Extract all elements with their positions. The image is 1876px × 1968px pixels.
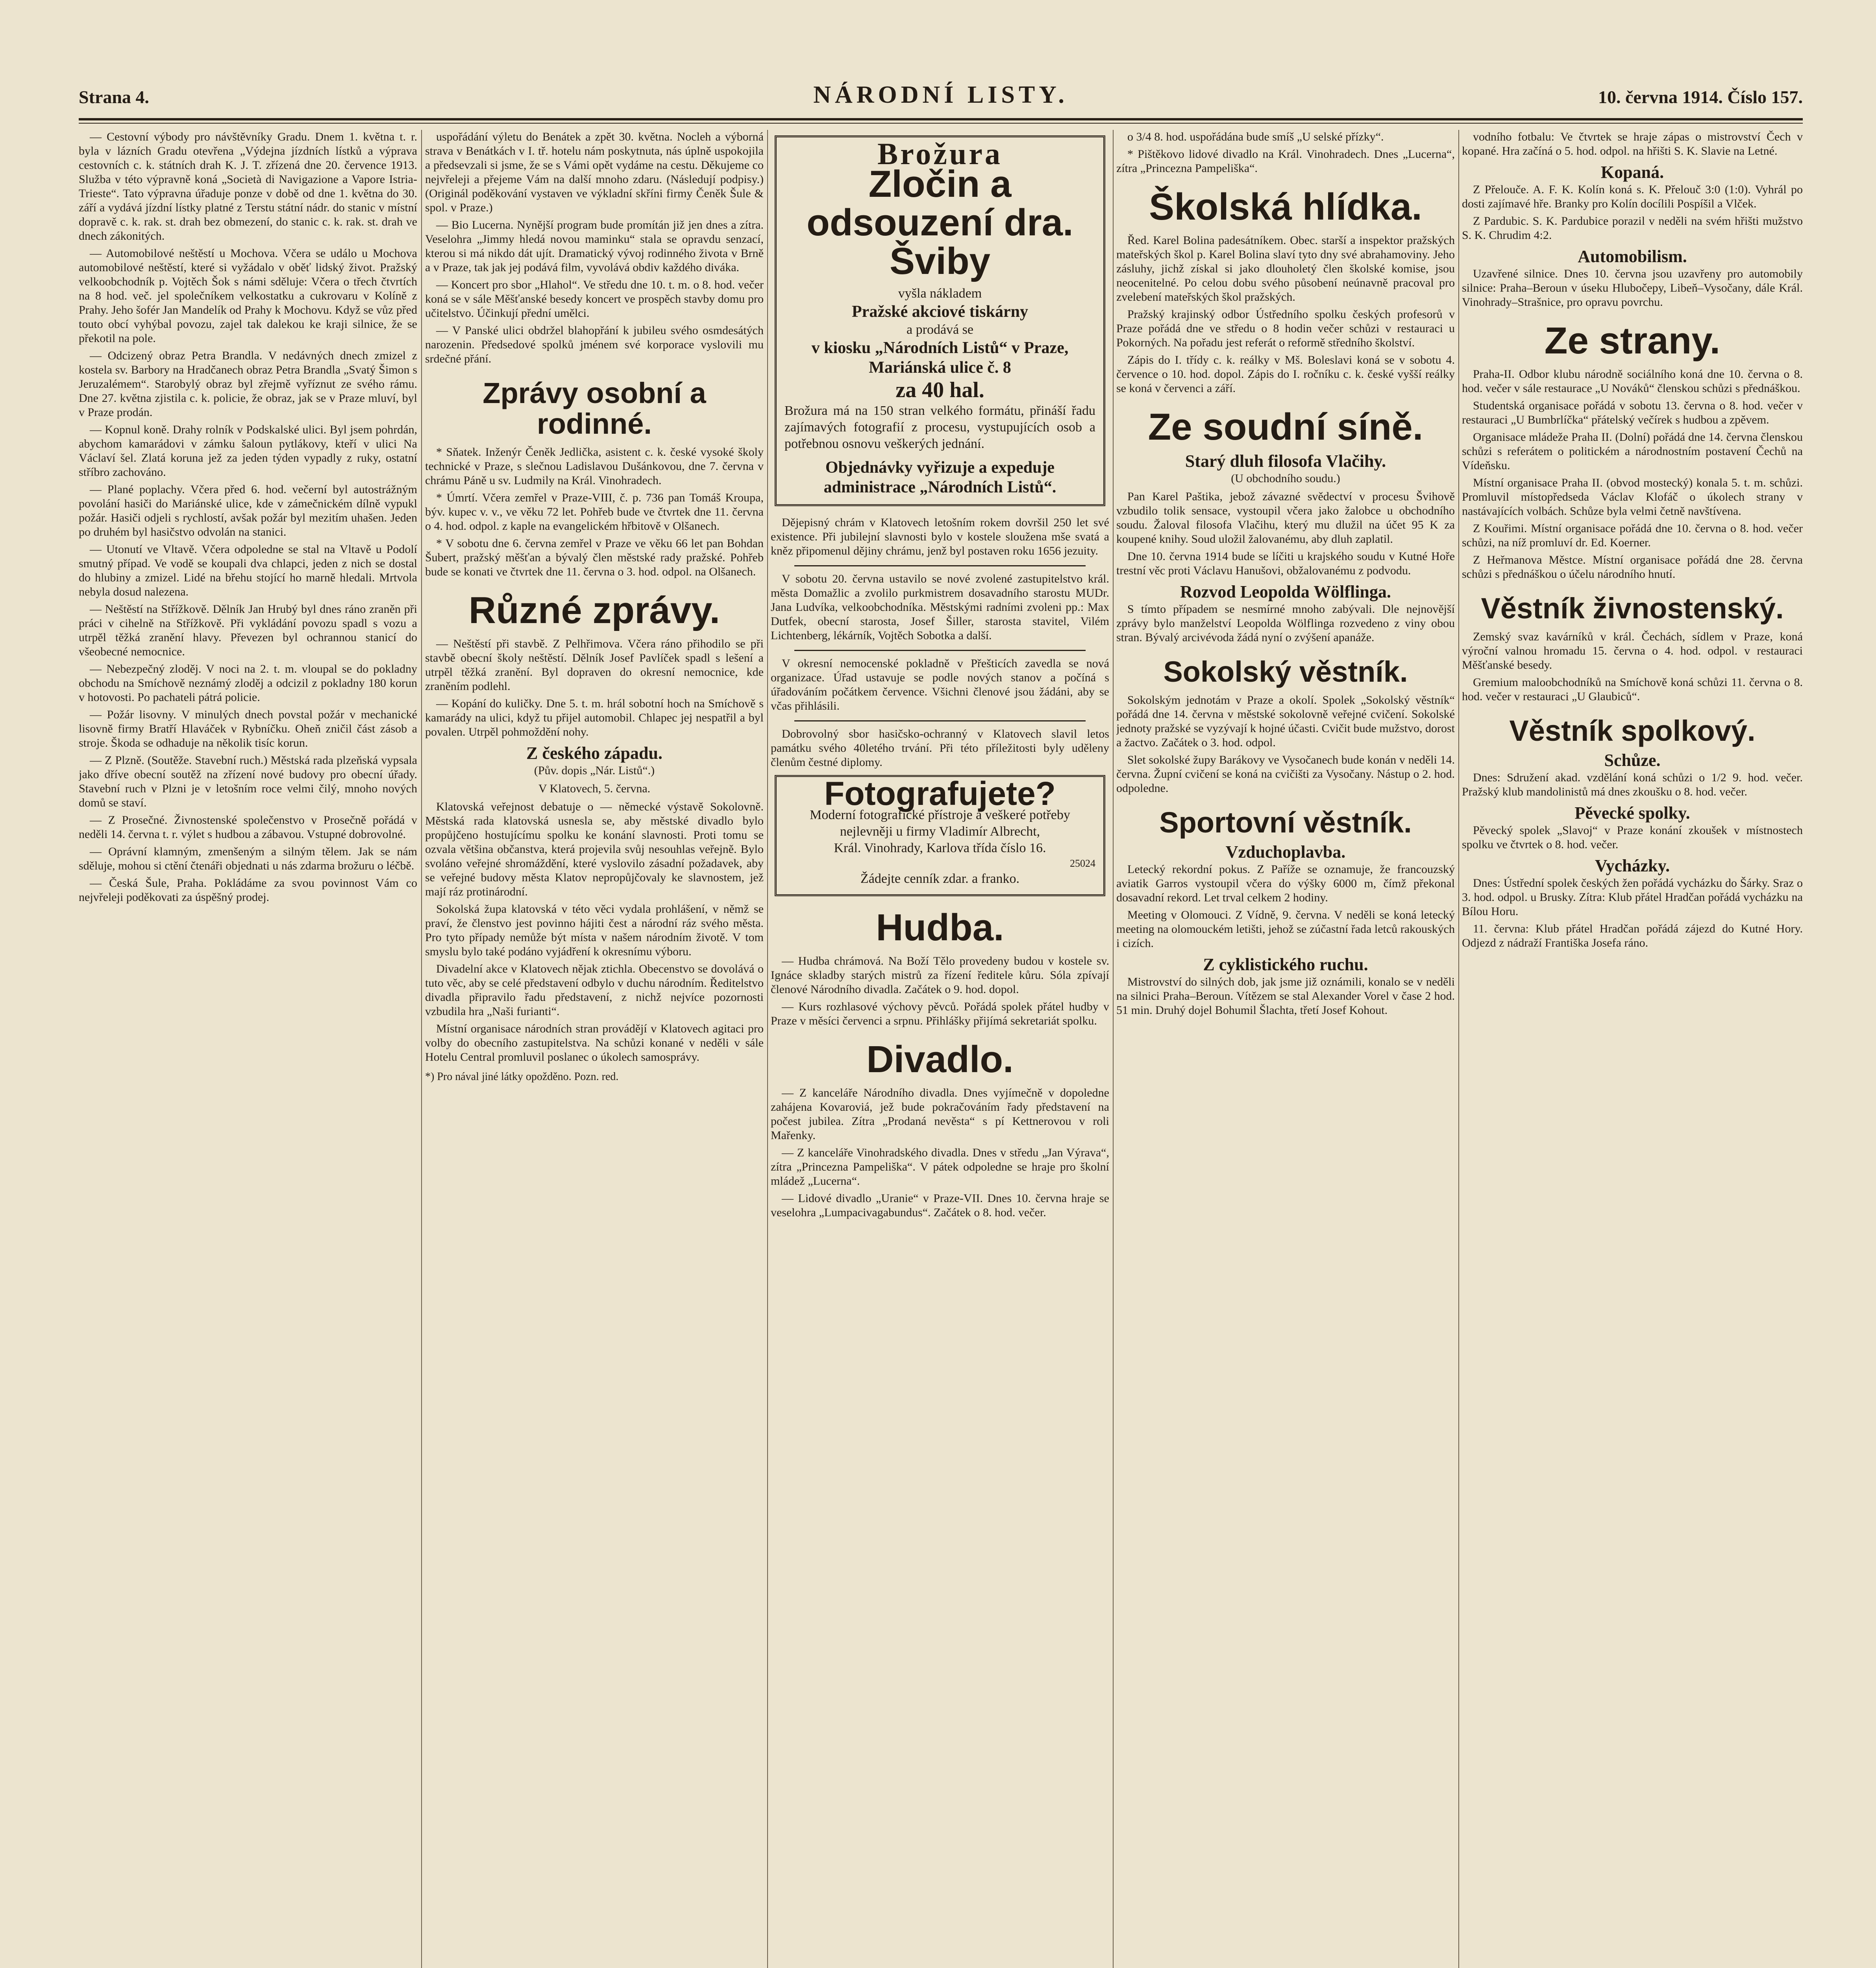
article-paragraph: Zápis do I. třídy c. k. reálky v Mš. Boleslavi koná se v sobotu 4. července o 10. hod. dopol. Zápis do I. ročníku c. k. české vyšší reálky se koná v červenci a září. xyxy=(1116,353,1455,395)
section-heading-sokol: Sokolský věstník. xyxy=(1163,655,1408,688)
section-heading-clubs: Věstník spolkový. xyxy=(1509,714,1756,747)
article-paragraph: Z Kouřimi. Místní organisace pořádá dne 10. června o 8. hod. večer schůzi, na níž promluví dr. Ed. Koerner. xyxy=(1462,522,1803,549)
ad-line: vyšla nákladem xyxy=(898,286,982,301)
article-note: (U obchodního soudu.) xyxy=(1231,472,1340,485)
article-heading: Automobilism. xyxy=(1578,247,1687,266)
dateline: V Klatovech, 5. června. xyxy=(538,782,651,795)
article-heading: Z cyklistického ruchu. xyxy=(1203,954,1368,974)
article-paragraph: — Odcizený obraz Petra Brandla. V nedávných dnech zmizel z kostela sv. Barbory na Hradčanech obraz Petra Brandla „Svatý Šimon s Jeruzalémem“. Starobylý obraz byl zřejmě vyříznut ze svého rámu. Dne 27. května zjistila c. k. policie, že obraz, jak se v Praze mluví, byl v Praze prodán. xyxy=(79,349,417,419)
article-paragraph: — V Panské ulici obdržel blahopřání k jubileu svého osmdesátých narozenin. Předsedové spolků jménem své korporace vyslovili mu srdečné přání. xyxy=(425,324,764,365)
article-paragraph: 11. června: Klub přátel Hradčan pořádá zájezd do Kutné Hory. Odjezd z nádraží Františka Josefa ráno. xyxy=(1462,922,1803,950)
article-paragraph: — Česká Šule, Praha. Pokládáme za svou povinnost Vám co nejvřeleji poděkovati za úspěšný prodej. xyxy=(79,877,417,904)
section-heading-party: Ze strany. xyxy=(1544,320,1721,362)
article-paragraph: Uzavřené silnice. Dnes 10. června jsou uzavřeny pro automobily silnice: Praha–Beroun v úseku Hlubočepy, Libeň–Vysočany, dále Král. Vinohrady–Strašnice, pro opravu povrchu. xyxy=(1462,267,1803,309)
article-paragraph: Z Heřmanova Městce. Místní organisace pořádá dne 28. června schůzi s přednáškou o účelu národního hnutí. xyxy=(1462,553,1803,581)
ad-description: Brožura má na 150 stran velkého formátu, přináší řadu zajímavých fotografií z procesu, vystupujících osob a potřebnou osnovu veškerých jednání. xyxy=(784,403,1095,451)
article-heading: Rozvod Leopolda Wölflinga. xyxy=(1180,582,1391,601)
section-heading-music: Hudba. xyxy=(876,906,1004,949)
section-heading-theatre: Divadlo. xyxy=(866,1038,1014,1080)
article-paragraph: — Kopnul koně. Drahy rolník v Podskalské ulici. Byl jsem pohrdán, abychom kamarádovi v zámku šaloun pytlákovy, kteří v ulici Na Václaví šel. Zlatá koruna jež za jeden týden vypadly z ruky, ostatní stříbro zachováno. xyxy=(79,423,417,479)
article-paragraph: S tímto případem se nesmírné mnoho zabývali. Dle nejnovější zprávy bylo manželství Leopolda Wölflinga rozvedeno z viny obou stran. Bývalý arcivévoda žádá nyní o zvýšení apanáže. xyxy=(1116,602,1455,644)
section-heading-personal: Zprávy osobní a rodinné. xyxy=(483,377,706,440)
divider xyxy=(794,720,1086,721)
article-paragraph: Dnes: Ústřední spolek českých žen pořádá vycházku do Šárky. Sraz o 3. hod. odpol. u Brusky. Zítra: Klub přátel Hradčan pořádá vycházku na Bílou Horu. xyxy=(1462,877,1803,918)
article-paragraph: V sobotu 20. června ustavilo se nové zvolené zastupitelstvo král. města Domažlic a zvolilo purkmistrem dosavadního starostu MUDr. Jana Ludvíka, velkoobchodníka. Městskými radními zvoleni pp.: Max Dutfek, obecní starosta, Josef Šiller, starosta stavitel, Vilém Lichtenberg, lékárník, Vojtěch Sobotka a další. xyxy=(771,572,1109,642)
ad-price: za 40 hal. xyxy=(895,378,984,402)
article-paragraph: Sokolská župa klatovská v této věci vydala prohlášení, v němž se praví, že členstvo jest povinno hájiti čest a národní ráz svého města. Pro tyto případy nemůže být místa v našem národním životě. V tom smyslu bylo také podáno vyjádření k okresnímu výboru. xyxy=(425,903,764,958)
article-paragraph: * Sňatek. Inženýr Čeněk Jedlička, asistent c. k. české vysoké školy technické v Praze, s slečnou Ladislavou Dušánkovou, dne 7. června v chrámu Páně u sv. Ludmily na Král. Vinohradech. xyxy=(425,446,764,487)
article-paragraph: Místní organisace Praha II. (obvod mostecký) konala 5. t. m. schůzi. Promluvil místopředseda Václav Klofáč o úkolech strany v nastávajících volbách. Schůze byla velmi četně navštívena. xyxy=(1462,476,1803,518)
article-paragraph: Divadelní akce v Klatovech nějak ztichla. Obecenstvo se dovolává o tuto věc, aby se celé představení odbylo v duchu národním. Ředitelstvo divadla připravilo řadu představení, z nichž nejvíce pozornosti vzbudila hra „Naši furianti“. xyxy=(425,962,764,1018)
article-paragraph: — Koncert pro sbor „Hlahol“. Ve středu dne 10. t. m. o 8. hod. večer koná se v sále Měšťanské besedy koncert ve prospěch stavby domu pro učitelstvo. Účinkují přední umělci. xyxy=(425,278,764,320)
ad-title: Brožura xyxy=(877,137,1003,171)
article-heading: Vycházky. xyxy=(1595,856,1670,876)
divider xyxy=(794,565,1086,566)
article-paragraph: — Z Plzně. (Soutěže. Stavební ruch.) Městská rada plzeňská vypsala jako dříve obecní soutěž na zřízení nové budovy pro obecní úřady. Stavební ruch v Plzni je v letošním roce velmi čilý, mnoho nových domů se staví. xyxy=(79,754,417,809)
article-paragraph: Pan Karel Paštika, jebož závazné svědectví v procesu Švihově vzbudilo tolik sensace, vystoupil včera jako žalobce u obchodního soudu. Žaloval filosofa Vlačihu, který mu dlužil na účet 95 K za koupené knihy. Soud uložil žalovanému, aby dluh zaplatil. xyxy=(1116,490,1455,546)
column-divider xyxy=(1458,130,1459,1968)
article-paragraph: — Z Prosečné. Živnostenské společenstvo v Prosečně pořádá v neděli 14. června t. r. výlet s hudbou a zábavou. Vstupné dobrovolné. xyxy=(79,814,417,841)
issue-date: 10. června 1914. Číslo 157. xyxy=(1598,87,1803,107)
article-heading: Schůze. xyxy=(1604,751,1661,770)
article-paragraph: Řed. Karel Bolina padesátníkem. Obec. starší a inspektor pražských mateřských škol p. Karel Bolina slaví tyto dny své abrahamoviny. Jeho zásluhy, jichž získal si jako dlouholetý člen školské komise, jsou neocenitelné. Po celou dobu svého působení neúnavně pracoval pro zvelebení mateřských škol pražských. xyxy=(1116,233,1455,303)
ad-line: Moderní fotografické přístroje a veškeré potřeby nejlevněji u firmy Vladimír Albrecht, xyxy=(810,808,1070,839)
article-paragraph: — Neštěstí na Střížkově. Dělník Jan Hrubý byl dnes ráno zraněn při práci v cihelně na Střížkově. Při vykládání povozu spadl s vozu a utrpěl těžká zranění hlavy. Převezen byl ochrannou stanicí do všeobecné nemocnice. xyxy=(79,603,417,658)
column-4 xyxy=(1116,130,1455,1968)
column-3 xyxy=(771,130,1109,1968)
ad-location: v kiosku „Národních Listů“ v Praze, Mariánská ulice č. 8 xyxy=(811,339,1069,377)
article-paragraph: Meeting v Olomouci. Z Vídně, 9. června. V neděli se koná letecký meeting na olomouckém letišti, jehož se zúčastní řada letců rakouských i cizích. xyxy=(1116,908,1455,950)
article-paragraph: — Plané poplachy. Včera před 6. hod. večerní byl autostrážným povolání hasiči do Mariánské ulice, kde v zámečnickém dílně vypukl požár. Hasiči odjeli s rychlostí, avšak požár byl mezitím uhašen. Jeden po druhém byl hasičstvo odvolán na stanici. xyxy=(79,483,417,538)
ad-headline: Zločin a odsouzení dra. Šviby xyxy=(807,163,1073,282)
article-paragraph: Mistrovství do silných dob, jak jsme již oznámili, konalo se v neděli na silnici Praha–Beroun. Vítězem se stal Alexander Vorel v čase 2 hod. 51 min. Druhý dojel Bohumil Šlachta, třetí Josef Kohout. xyxy=(1116,975,1455,1017)
article-paragraph: Praha-II. Odbor klubu národně sociálního koná dne 10. června o 8. hod. večer v sále restaurace „U Nováků“ členskou schůzi s přednáškou. xyxy=(1462,367,1803,395)
article-paragraph: — Automobilové neštěstí u Mochova. Včera se událo u Mochova automobilové neštěstí, které si vyžádalo v oběť lidský život. Pražský velkoobchodník p. Vojtěch Šok s námi sděluje: Včera o třech čtvrtích na 8 hod. več. jel společníkem velkostatku a cukrovaru v Kolíně z Prahy. Jeho šofér Jan Mandelík od Prahy k Mochovu. Když se vůz před touto obcí vyhýbal povozu, zajel tak dalekou ke kraji silnice, že se překotil na pole. xyxy=(79,247,417,345)
column-1 xyxy=(79,130,417,1968)
column-5 xyxy=(1462,130,1803,1968)
article-heading: Z českého západu. xyxy=(526,744,662,763)
column-divider xyxy=(421,130,422,1968)
article-paragraph: — Lidové divadlo „Uranie“ v Praze-VII. Dnes 10. června hraje se veselohra „Lumpacivagabundus“. Začátek o 8. hod. večer. xyxy=(771,1191,1109,1219)
article-paragraph: — Nebezpečný zloděj. V noci na 2. t. m. vloupal se do pokladny obchodu na Smíchově neznámý zloděj a odcizil z pokladny 180 korun v hotovosti. Po pachateli pátrá policie. xyxy=(79,662,417,704)
article-paragraph: Z Pardubic. S. K. Pardubice porazil v neděli na svém hřišti mužstvo S. K. Chrudim 4:2. xyxy=(1462,215,1803,242)
section-heading-trade: Věstník živnostenský. xyxy=(1481,592,1784,625)
article-paragraph: Z Přelouče. A. F. K. Kolín koná s. K. Přelouč 3:0 (1:0). Vyhrál po dosti zajímavé hře. Branky pro Kolín docílili Pospíšil a Vlček. xyxy=(1462,183,1803,210)
article-heading: Kopaná. xyxy=(1600,163,1664,182)
article-paragraph: — Neštěstí při stavbě. Z Pelhřimova. Včera ráno přihodilo se při stavbě obecní školy neštěstí. Dělník Josef Pavlíček spadl s lešení a utrpěl těžká zranění. Byl dopraven do okresní nemocnice, kde zraněním podlehl. xyxy=(425,637,764,693)
article-paragraph: — Oprávní klamným, zmenšeným a silným tělem. Jak se nám sděluje, mohou si ctění čtenáři objednati u nás zdarma brožuru o léčbě. xyxy=(79,845,417,872)
article-heading: Vzduchoplavba. xyxy=(1225,842,1346,862)
masthead xyxy=(79,79,1803,126)
article-note: (Pův. dopis „Nár. Listů“.) xyxy=(534,764,655,777)
article-paragraph: Studentská organisace pořádá v sobotu 13. června o 8. hod. večer v restauraci „U Bumbrlíčka“ přátelský večírek s hudbou a zpěvem. xyxy=(1462,399,1803,426)
section-heading-court: Ze soudní síně. xyxy=(1148,405,1423,448)
article-paragraph: Slet sokolské župy Barákovy ve Vysočanech bude konán v neděli 14. června. Župní cvičení se koná na cvičišti za Vysočany. Nástup o 2. hod. odpoledne. xyxy=(1116,753,1455,795)
column-divider xyxy=(1113,130,1114,1968)
article-paragraph: * Pištěkovo lidové divadlo na Král. Vinohradech. Dnes „Lucerna“, zítra „Princezna Pampeliška“. xyxy=(1116,148,1455,175)
article-paragraph: — Bio Lucerna. Nynější program bude promítán již jen dnes a zítra. Veselohra „Jimmy hledá novou maminku“ stala se opravdu senzací, kterou si má nikdo dát ujít. Dramatický vývoj rodinného života v Brně a v Praze, tak jak jej podává film, vyvolává obdiv každého diváka. xyxy=(425,218,764,274)
section-heading-various: Různé zprávy. xyxy=(468,589,720,632)
article-paragraph: Organisace mládeže Praha II. (Dolní) pořádá dne 14. června členskou schůzi s referátem o politickém a národnostním postavení Čechů na Vídeňsku. xyxy=(1462,430,1803,472)
page-number: Strana 4. xyxy=(79,87,149,107)
article-paragraph: Dějepisný chrám v Klatovech letošním rokem dovršil 250 let své existence. Při jubilejní slavnosti bylo v kostele sloužena mše svatá a kněz připomenul dějiny chrámu, jenž byl postaven roku 1656 jezuity. xyxy=(771,516,1109,557)
article-paragraph: — Z kanceláře Národního divadla. Dnes vyjímečně v dopoledne zahájena Kovaroviá, jež bude pokračováním řady představení na počest jubilea. Zítra „Prodaná nevěsta“ s pí Kettnerovou v roli Mařenky. xyxy=(771,1086,1109,1142)
article-paragraph: Dnes: Sdružení akad. vzdělání koná schůzi o 1/2 9. hod. večer. Pražský klub mandolinistů má dnes zkoušku o 8. hod. večer. xyxy=(1462,771,1803,799)
article-paragraph: Sokolským jednotám v Praze a okolí. Spolek „Sokolský věstník“ pořádá dne 14. června v městské sokolovně veřejné cvičení. Sokolské jednoty pražské se vyzývají k hojné účasti. Cvičit bude mužstvo, dorost a žactvo. Začátek o 3. hod. odpol. xyxy=(1116,694,1455,749)
section-heading-school: Školská hlídka. xyxy=(1149,186,1422,228)
masthead-rule xyxy=(79,118,1803,124)
article-paragraph: Dobrovolný sbor hasičsko-ochranný v Klatovech slavil letos památku svého 40letého trvání. Při této příležitosti byly uděleny členům čestné diplomy. xyxy=(771,727,1109,769)
column-2 xyxy=(425,130,764,1968)
ad-publisher: Pražské akciové tiskárny xyxy=(852,303,1028,321)
section-heading-sport: Sportovní věstník. xyxy=(1159,806,1412,839)
article-paragraph: o 3/4 8. hod. uspořádána bude smíš „U selské přízky“. xyxy=(1127,130,1384,143)
article-paragraph: Pěvecký spolek „Slavoj“ v Praze konání zkoušek v místnostech spolku ve čtvrtek o 8. hod. večer. xyxy=(1462,824,1803,851)
article-paragraph: — Utonutí ve Vltavě. Včera odpoledne se stal na Vltavě u Podolí smutný případ. Ve vodě se koupali dva chlapci, jeden z nich se dostal do hlubiny a zmizel. Lidé na břehu stojící ho marně hledali. Mrtvola nebyla dosud nalezena. xyxy=(79,543,417,598)
article-paragraph: Zemský svaz kavárníků v král. Čechách, sídlem v Praze, koná výroční valnou hromadu 15. června o 4. hod. odpol. v restauraci Měšťanské besedy. xyxy=(1462,630,1803,672)
ad-headline: Fotografujete? xyxy=(824,775,1056,812)
article-paragraph: — Kopání do kuličky. Dne 5. t. m. hrál sobotní hoch na Smíchově s kamarády na ulici, když tu přijel automobil. Chlapec jej nespatřil a byl povalen. Utrpěl pohmoždění nohy. xyxy=(425,697,764,739)
newspaper-title: NÁRODNÍ LISTY. xyxy=(813,81,1068,108)
article-paragraph: Pražský krajinský odbor Ústředního spolku českých profesorů v Praze pořádá dne ve středu o 8 hodin večer schůzi v restauraci u Pokorných. Na pořadu jest referát o reformě středního školství. xyxy=(1116,307,1455,349)
article-paragraph: uspořádání výletu do Benátek a zpět 30. května. Nocleh a výborná strava v Benátkách v I. tř. hotelu nám poskytnuta, nás úplně uspokojila a předsevzali si jsme, že se s Vámi opět vydáme na cestu. Děkujeme co nejvřeleji a přejeme Vám na další mnoho zdaru. (Následují podpisy.) (Originál poděkování vystaven ve výkladní skříni firmy Čeněk Šule & spol. v Praze.) xyxy=(425,130,764,214)
divider xyxy=(794,650,1086,651)
article-paragraph: * Úmrtí. Včera zemřel v Praze-VIII, č. p. 736 pan Tomáš Kroupa, býv. kupec v. v., ve věku 72 let. Pohřeb bude ve čtvrtek dne 11. června o 4. hod. odpol. z kaple na evangelickém hřbitově v Olšanech. xyxy=(425,491,764,533)
article-paragraph: — Cestovní výbody pro návštěvníky Gradu. Dnem 1. května t. r. byla v lázních Gradu otevřena „Výdejna jízdních lístků a výprava cestovních c. k. státních drah K. J. T. zřízená dne 20. července 1913. Služba v této výpravně koná „Società di Navigazione a Vapore Istria-Trieste“. Tato výpravna úřaduje ponze v době od dne 1. května do 30. září a vydává jízdní lístky platné z Terstu státní nádr. do stanic v místní dopravě c. k. rak. st. drah bez obmezení, do stanic c. k. rak. st. drah ve dnech zákonitých. xyxy=(79,130,417,242)
article-paragraph: Místní organisace národních stran provádějí v Klatovech agitaci pro volby do obecního zastupitelstva. Na schůzi konané v neděli v sále Hotelu Central promluvil poslanec o úkolech samosprávy. xyxy=(425,1022,764,1064)
article-paragraph: * V sobotu dne 6. června zemřel v Praze ve věku 66 let pan Bohdan Šubert, pražský měšťan a bývalý člen městské rady pražské. Pohřeb bude se konati ve čtvrtek dne 11. června o 3. hod. odpol. na Olšanech. xyxy=(425,537,764,579)
ad-line: Žádejte cenník zdar. a franko. xyxy=(860,871,1019,886)
article-paragraph: V okresní nemocenské pokladně v Přešticích zavedla se nová organizace. Úřad ustavuje se podle nových stanov a počíná s úřadováním počátkem července. Všichni členové jsou žádáni, aby se včas přihlásili. xyxy=(771,657,1109,712)
article-paragraph: Klatovská veřejnost debatuje o — německé výstavě Sokolovně. Městská rada klatovská usnesla se, aby městské divadlo bylo propůjčeno hostujícímu spolku ke konání slavnosti. Proti tomu se ozvala většina občanstva, která projevila svůj nesouhlas veřejně. Bylo svoláno veřejné shromáždění, které vyslovilo zásadní požadavek, aby se veřejné budovy města Klatov nepropůjčovaly ke slavnostem, jež mají ráz protinárodní. xyxy=(425,800,764,899)
article-paragraph: Gremium maloobchodníků na Smíchově koná schůzi 11. června o 8. hod. večer v restauraci „U Glaubiců“. xyxy=(1462,676,1803,703)
article-paragraph: — Požár lisovny. V minulých dnech povstal požár v mechanické lisovně firmy Bratří Hlaváček v Rybníčku. Oheň zničil část zásob a stroje. Škoda se odhaduje na několik tisíc korun. xyxy=(79,708,417,749)
article-paragraph: vodního fotbalu: Ve čtvrtek se hraje zápas o mistrovství Čech v kopané. Hra začíná o 5. hod. odpol. na hřišti S. K. Slavie na Letné. xyxy=(1462,130,1803,157)
photo-advertisement xyxy=(775,775,1105,896)
ad-orders: Objednávky vyřizuje a expeduje administrace „Národních Listů“. xyxy=(823,459,1056,496)
footnote: *) Pro nával jiné látky opožděno. Pozn. red. xyxy=(425,1071,619,1083)
brochure-advertisement xyxy=(775,135,1105,506)
ad-line: a prodává se xyxy=(907,322,973,337)
ad-code: 25024 xyxy=(1070,858,1095,869)
ad-address: Král. Vinohrady, Karlova třída číslo 16. xyxy=(834,841,1046,855)
article-paragraph: — Hudba chrámová. Na Boží Tělo provedeny budou v kostele sv. Ignáce skladby starých mistrů za řízení ředitele kůru. Sóla zpívají členové Národního divadla. Začátek o 9. hod. dopol. xyxy=(771,954,1109,996)
article-paragraph: Dne 10. června 1914 bude se líčiti u krajského soudu v Kutné Hoře trestní věc proti Václavu Hanušovi, obžalovanému z podvodu. xyxy=(1116,549,1455,577)
article-heading: Pěvecké spolky. xyxy=(1574,803,1690,823)
column-divider xyxy=(767,130,768,1968)
article-paragraph: — Z kanceláře Vinohradského divadla. Dnes v středu „Jan Výrava“, zítra „Princezna Pampeliška“. V pátek odpoledne se hraje pro školní mládež „Lucerna“. xyxy=(771,1146,1109,1187)
article-paragraph: — Kurs rozhlasové výchovy pěvců. Pořádá spolek přátel hudby v Praze v měsíci červenci a srpnu. Přihlášky přijímá sekretariát spolku. xyxy=(771,1000,1109,1027)
article-heading: Starý dluh filosofa Vlačihy. xyxy=(1185,451,1386,471)
article-paragraph: Letecký rekordní pokus. Z Paříže se oznamuje, že francouzský aviatik Garros vystoupil včera do výšky 6000 m, čímž překonal dosavadní rekord. Let trval celkem 2 hodiny. xyxy=(1116,862,1455,904)
